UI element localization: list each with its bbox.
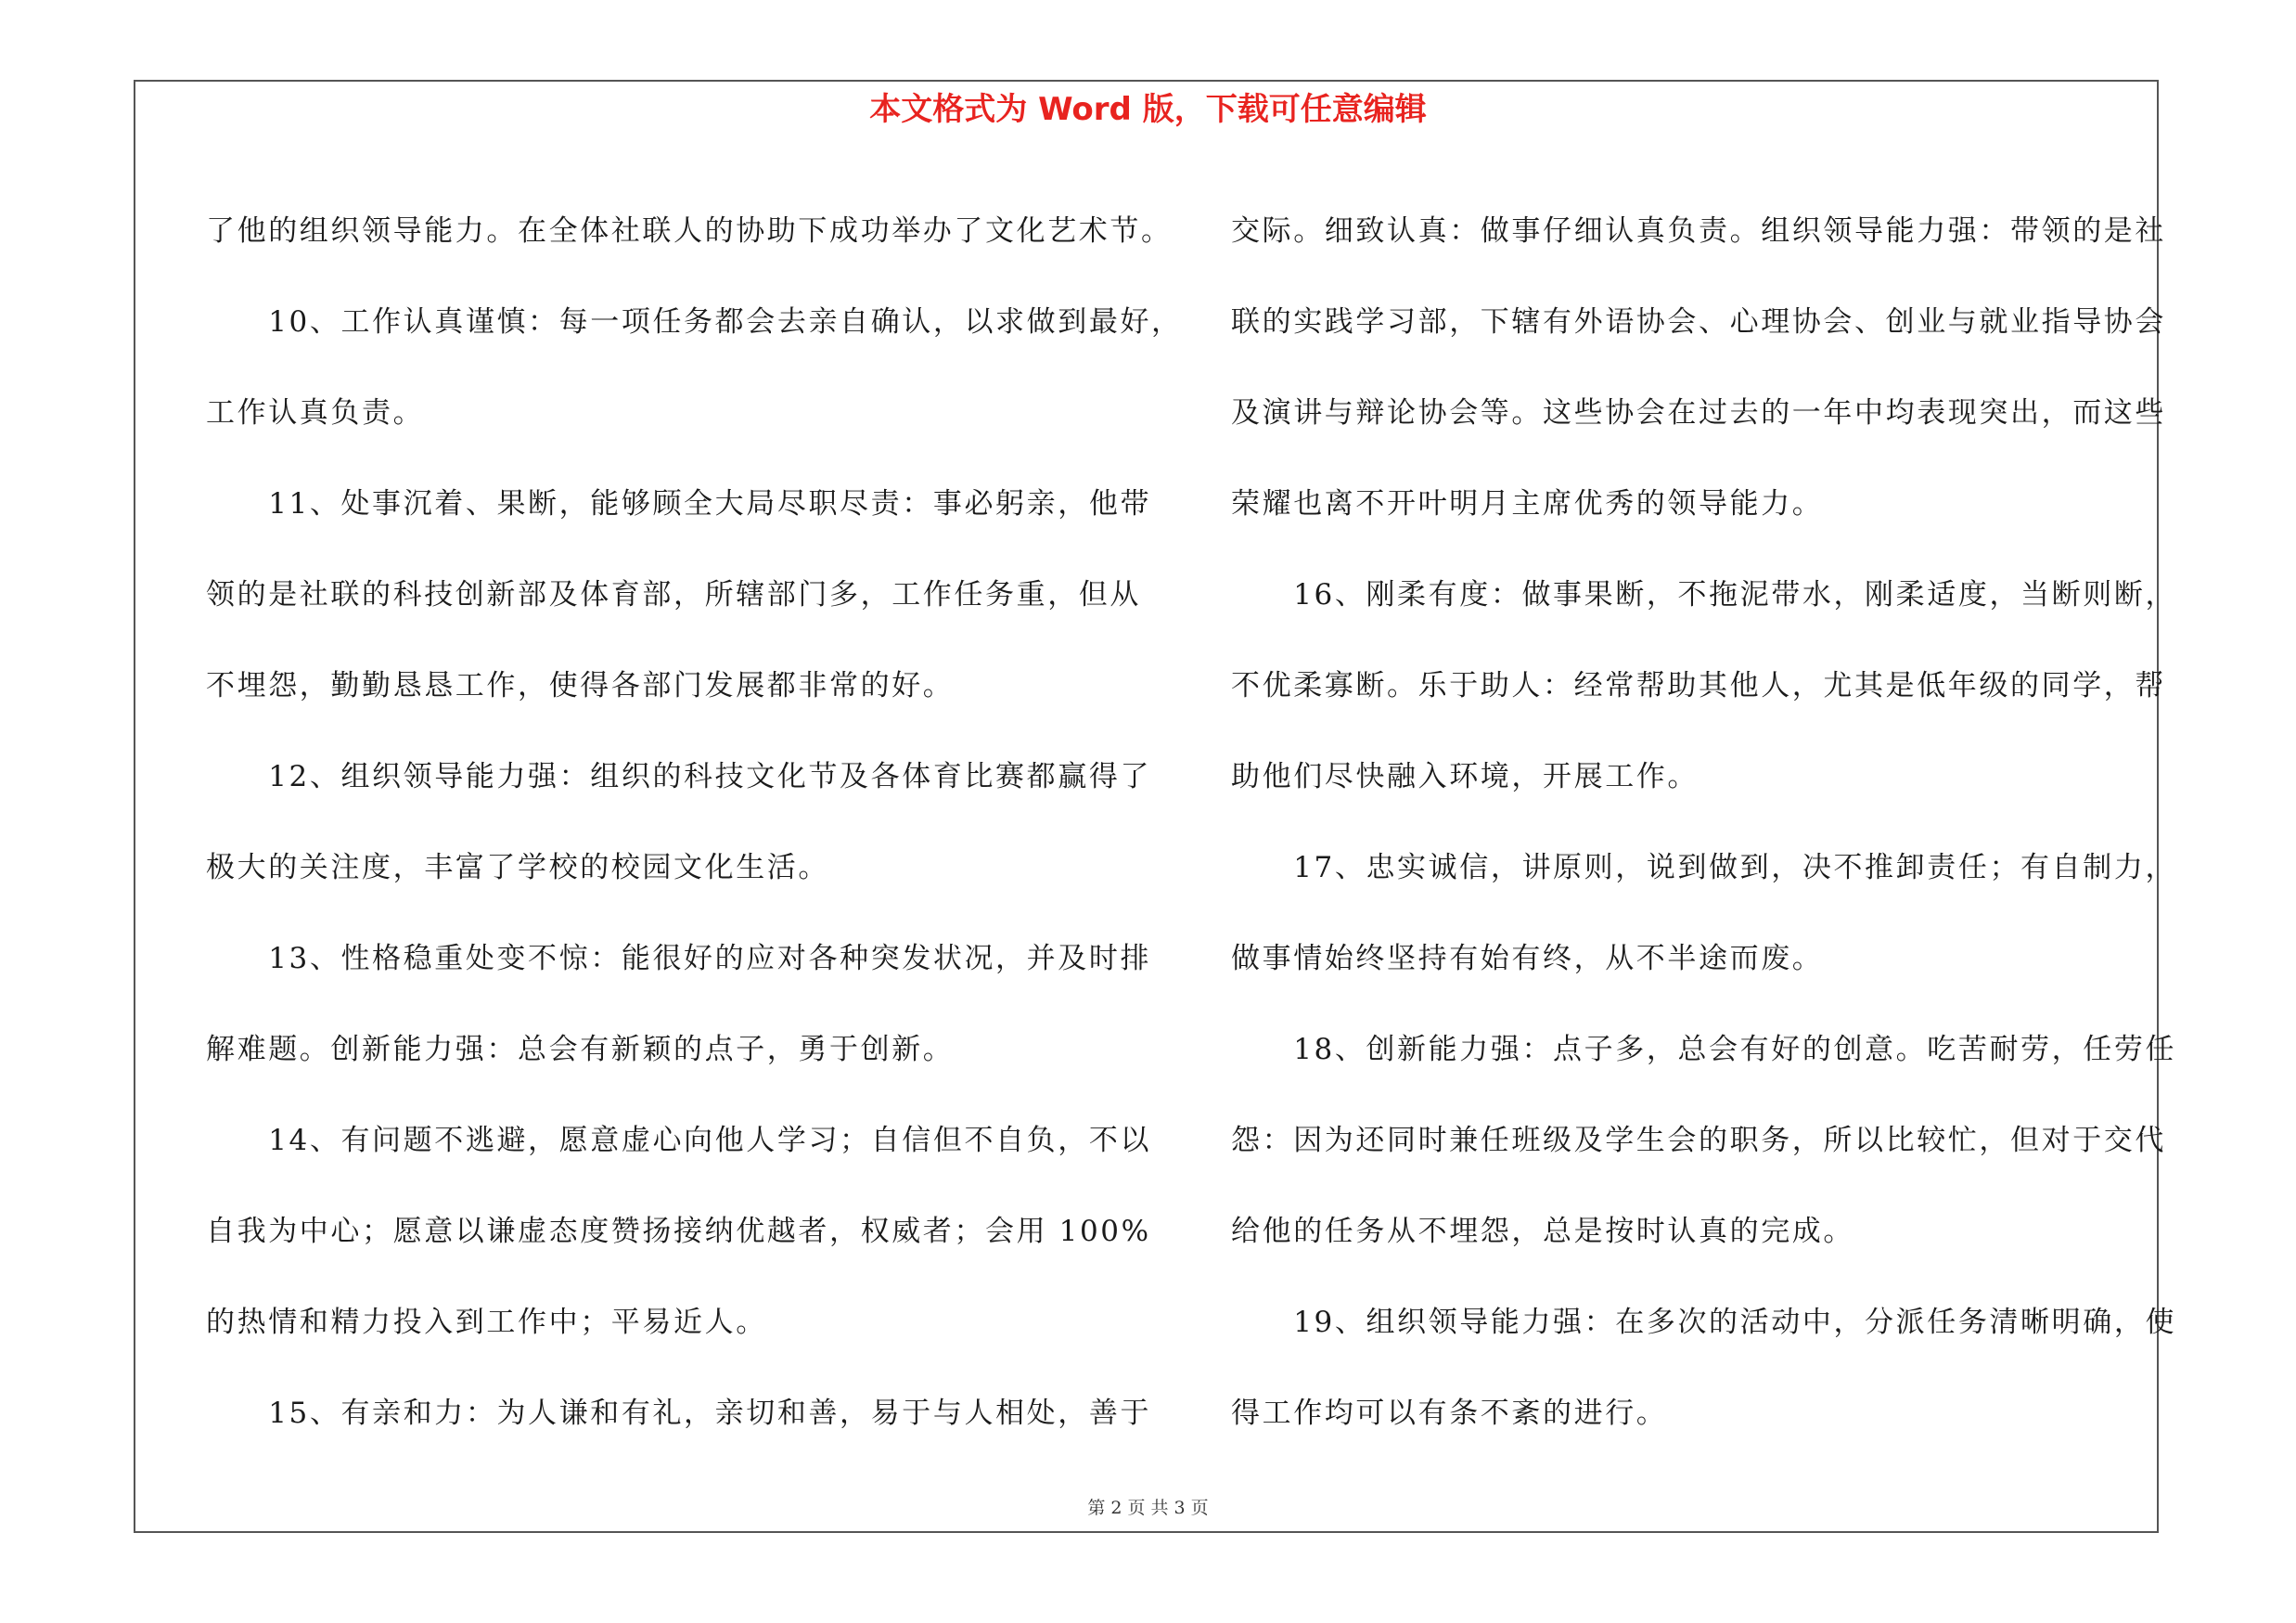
text-line: 18、创新能力强：点子多，总会有好的创意。吃苦耐劳，任劳任 — [1231, 1033, 2177, 1066]
text-line: 自我为中心；愿意以谦虚态度赞扬接纳优越者，权威者；会用 100% — [206, 1215, 1151, 1248]
page-number: 第 2 页 共 3 页 — [1087, 1498, 1209, 1518]
page-header: 本文格式为 Word 版，下载可任意编辑 — [869, 91, 1427, 128]
text-line: 解难题。创新能力强：总会有新颖的点子，勇于创新。 — [206, 1033, 955, 1066]
text-line: 10、工作认真谨慎：每一项任务都会去亲自确认，以求做到最好， — [206, 305, 1183, 339]
text-line: 不埋怨，勤勤恳恳工作，使得各部门发展都非常的好。 — [206, 669, 955, 702]
text-line: 交际。细致认真：做事仔细认真负责。组织领导能力强：带领的是社 — [1231, 214, 2166, 248]
right-column — [1231, 186, 2177, 1459]
text-line: 领的是社联的科技创新部及体育部，所辖部门多，工作任务重，但从 — [206, 578, 1141, 612]
text-line: 工作认真负责。 — [206, 396, 425, 430]
text-line: 的热情和精力投入到工作中；平易近人。 — [206, 1306, 767, 1339]
text-line: 了他的组织领导能力。在全体社联人的协助下成功举办了文化艺术节。 — [206, 214, 1173, 248]
text-line: 15、有亲和力：为人谦和有礼，亲切和善，易于与人相处，善于 — [206, 1397, 1152, 1430]
text-line: 极大的关注度，丰富了学校的校园文化生活。 — [206, 851, 829, 884]
text-line: 12、组织领导能力强：组织的科技文化节及各体育比赛都赢得了 — [206, 760, 1152, 793]
text-line: 11、处事沉着、果断，能够顾全大局尽职尽责：事必躬亲，他带 — [206, 487, 1152, 521]
text-line: 不优柔寡断。乐于助人：经常帮助其他人，尤其是低年级的同学，帮 — [1231, 669, 2166, 702]
text-line: 得工作均可以有条不紊的进行。 — [1231, 1397, 1668, 1430]
left-column — [206, 186, 1183, 1459]
text-line: 怨：因为还同时兼任班级及学生会的职务，所以比较忙，但对于交代 — [1231, 1124, 2166, 1157]
text-line: 17、忠实诚信，讲原则，说到做到，决不推卸责任；有自制力， — [1231, 851, 2177, 884]
text-line: 给他的任务从不埋怨，总是按时认真的完成。 — [1231, 1215, 1854, 1248]
text-line: 16、刚柔有度：做事果断，不拖泥带水，刚柔适度，当断则断， — [1231, 578, 2177, 612]
text-line: 13、性格稳重处变不惊：能很好的应对各种突发状况，并及时排 — [206, 942, 1152, 975]
text-line: 荣耀也离不开叶明月主席优秀的领导能力。 — [1231, 487, 1824, 521]
text-line: 助他们尽快融入环境，开展工作。 — [1231, 760, 1699, 793]
text-line: 14、有问题不逃避，愿意虚心向他人学习；自信但不自负，不以 — [206, 1124, 1152, 1157]
text-line: 联的实践学习部，下辖有外语协会、心理协会、创业与就业指导协会 — [1231, 305, 2166, 339]
text-line: 19、组织领导能力强：在多次的活动中，分派任务清晰明确，使 — [1231, 1306, 2177, 1339]
text-line: 及演讲与辩论协会等。这些协会在过去的一年中均表现突出，而这些 — [1231, 396, 2166, 430]
text-line: 做事情始终坚持有始有终，从不半途而废。 — [1231, 942, 1824, 975]
